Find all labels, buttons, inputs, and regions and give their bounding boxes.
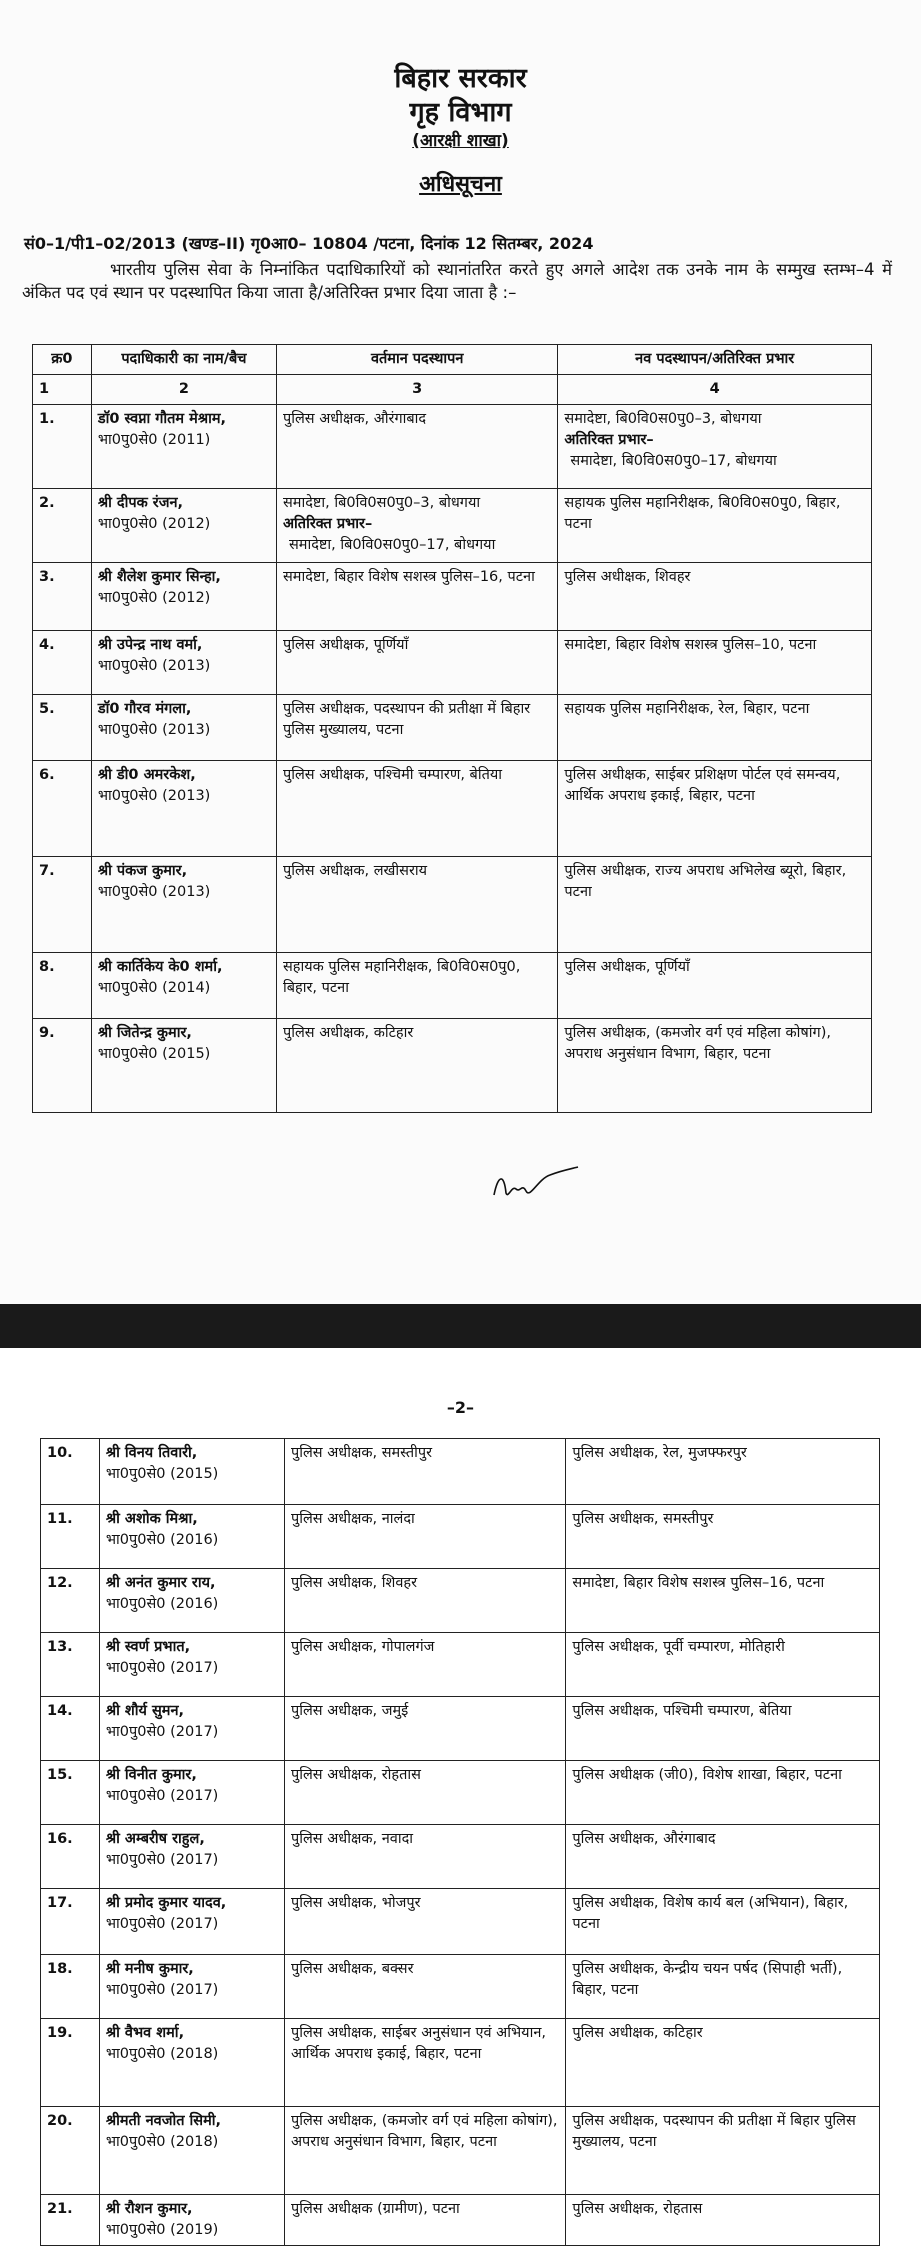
officer-batch: भा0पु0से0 (2017)	[105, 1916, 219, 1932]
current-posting-cell	[284, 1439, 565, 1505]
officer-name: श्री शैलेश कुमार सिन्हा,	[97, 569, 221, 585]
new-posting: पुलिस अधीक्षक, रेल, मुजफ्फरपुर	[572, 1445, 747, 1461]
new-posting-cell	[558, 857, 872, 953]
new-posting-cell	[558, 489, 872, 563]
officer-cell	[99, 1955, 284, 2019]
table-row	[41, 2107, 880, 2195]
current-posting-cell	[276, 695, 557, 761]
officer-name: श्री डी0 अमरकेश,	[97, 767, 196, 783]
additional-charge: समादेष्टा, बि0वि0स0पु0–17, बोधगया	[288, 537, 496, 553]
new-posting: सहायक पुलिस महानिरीक्षक, रेल, बिहार, पटना	[564, 701, 810, 717]
new-posting-cell	[566, 1439, 880, 1505]
govt-name: बिहार सरकार	[394, 63, 527, 94]
current-posting: पुलिस अधीक्षक, बक्सर	[290, 1961, 414, 1977]
header-officer: पदाधिकारी का नाम/बैच	[91, 345, 276, 375]
new-posting: समादेष्टा, बिहार विशेष सशस्त्र पुलिस–10, पटना	[564, 637, 817, 653]
new-posting-cell	[566, 1633, 880, 1697]
officer-cell	[99, 1439, 284, 1505]
officer-cell	[91, 761, 276, 857]
new-posting: पुलिस अधीक्षक (जी0), विशेष शाखा, बिहार, पटना	[572, 1767, 842, 1783]
officer-batch: भा0पु0से0 (2017)	[105, 1724, 219, 1740]
current-posting: पुलिस अधीक्षक, पदस्थापन की प्रतीक्षा में बिहार पुलिस मुख्यालय, पटना	[282, 701, 531, 738]
additional-charge-label: अतिरिक्त प्रभार–	[282, 516, 373, 532]
current-posting: पुलिस अधीक्षक, गोपालगंज	[290, 1639, 435, 1655]
new-posting: सहायक पुलिस महानिरीक्षक, बि0वि0स0पु0, बिहार, पटना	[564, 495, 841, 532]
serial-cell: 5.	[33, 695, 92, 761]
officer-batch: भा0पु0से0 (2016)	[105, 1532, 219, 1548]
table-row	[33, 695, 872, 761]
current-posting-cell	[284, 1955, 565, 2019]
page-separator	[0, 1304, 921, 1348]
new-posting-cell	[566, 1761, 880, 1825]
table-row	[41, 2195, 880, 2246]
new-posting-cell	[566, 2195, 880, 2246]
officer-name: श्री कार्तिकेय के0 शर्मा,	[97, 959, 223, 975]
officer-cell	[99, 1889, 284, 1955]
new-posting-cell	[566, 1569, 880, 1633]
officer-name: श्री अम्बरीष राहुल,	[105, 1831, 205, 1847]
new-posting: पुलिस अधीक्षक, राज्य अपराध अभिलेख ब्यूरो, बिहार, पटना	[564, 863, 847, 900]
serial-cell: 21.	[41, 2195, 100, 2246]
current-posting-cell	[284, 2195, 565, 2246]
table-row	[33, 857, 872, 953]
officer-name: श्री जितेन्द्र कुमार,	[97, 1025, 192, 1041]
table-row	[41, 1569, 880, 1633]
transfer-table-page2	[40, 1438, 880, 2246]
new-posting: पुलिस अधीक्षक, केन्द्रीय चयन पर्षद (सिपाही भर्ती), बिहार, पटना	[572, 1961, 843, 1998]
officer-batch: भा0पु0से0 (2016)	[105, 1596, 219, 1612]
serial-cell: 13.	[41, 1633, 100, 1697]
current-posting-cell	[284, 1505, 565, 1569]
officer-name: श्री स्वर्ण प्रभात,	[105, 1639, 191, 1655]
current-posting-cell	[284, 1761, 565, 1825]
col-number: 3	[276, 375, 557, 405]
officer-cell	[91, 695, 276, 761]
serial-cell: 3.	[33, 563, 92, 631]
officer-batch: भा0पु0से0 (2013)	[97, 884, 211, 900]
officer-batch: भा0पु0से0 (2011)	[97, 432, 211, 448]
new-posting-cell	[566, 1697, 880, 1761]
new-posting-cell	[566, 1955, 880, 2019]
department-name: गृह विभाग	[409, 97, 512, 128]
new-posting: पुलिस अधीक्षक, समस्तीपुर	[572, 1511, 714, 1527]
new-posting-cell	[566, 1505, 880, 1569]
current-posting-cell	[276, 563, 557, 631]
current-posting: पुलिस अधीक्षक, नालंदा	[290, 1511, 415, 1527]
current-posting: पुलिस अधीक्षक (ग्रामीण), पटना	[290, 2201, 460, 2217]
current-posting: पुलिस अधीक्षक, लखीसराय	[282, 863, 428, 879]
additional-charge-label: अतिरिक्त प्रभार–	[564, 432, 654, 448]
current-posting-cell	[284, 1697, 565, 1761]
table-row	[41, 2019, 880, 2107]
officer-name: श्री अशोक मिश्रा,	[105, 1511, 198, 1527]
header-new-posting: नव पदस्थापन/अतिरिक्त प्रभार	[558, 345, 872, 375]
current-posting-cell	[276, 631, 557, 695]
new-posting-cell	[558, 953, 872, 1019]
serial-cell: 7.	[33, 857, 92, 953]
officer-batch: भा0पु0से0 (2015)	[97, 1046, 211, 1062]
new-posting: पुलिस अधीक्षक, औरंगाबाद	[572, 1831, 716, 1847]
officer-name: श्री प्रमोद कुमार यादव,	[105, 1895, 227, 1911]
officer-cell	[91, 563, 276, 631]
table-row	[41, 1889, 880, 1955]
notification-title: अधिसूचना	[419, 172, 502, 197]
new-posting: पुलिस अधीक्षक, साईबर प्रशिक्षण पोर्टल एवं समन्वय, आर्थिक अपराध इकाई, बिहार, पटना	[564, 767, 841, 804]
serial-cell: 4.	[33, 631, 92, 695]
current-posting: पुलिस अधीक्षक, रोहतास	[290, 1767, 421, 1783]
officer-cell	[91, 953, 276, 1019]
serial-cell: 19.	[41, 2019, 100, 2107]
current-posting-cell	[276, 857, 557, 953]
officer-name: श्री पंकज कुमार,	[97, 863, 188, 879]
current-posting-cell	[276, 489, 557, 563]
new-posting-cell	[566, 1889, 880, 1955]
transfer-table-page1	[32, 344, 872, 1113]
officer-batch: भा0पु0से0 (2017)	[105, 1660, 219, 1676]
officer-batch: भा0पु0से0 (2012)	[97, 590, 211, 606]
officer-batch: भा0पु0से0 (2014)	[97, 980, 211, 996]
table-row	[33, 563, 872, 631]
serial-cell: 12.	[41, 1569, 100, 1633]
new-posting: पुलिस अधीक्षक, पश्चिमी चम्पारण, बेतिया	[572, 1703, 792, 1719]
officer-batch: भा0पु0से0 (2012)	[97, 516, 211, 532]
branch-name: (आरक्षी शाखा)	[412, 131, 509, 151]
current-posting: समादेष्टा, बि0वि0स0पु0–3, बोधगया	[282, 495, 481, 511]
table-row	[33, 1019, 872, 1113]
table-header-row	[33, 345, 872, 375]
officer-batch: भा0पु0से0 (2015)	[105, 1466, 219, 1482]
current-posting: पुलिस अधीक्षक, समस्तीपुर	[290, 1445, 433, 1461]
intro-paragraph: भारतीय पुलिस सेवा के निम्नांकित पदाधिकारियों को स्थानांतरित करते हुए अगले आदेश तक उनके नाम के सम्मुख स्तम्भ–4 में अंकित पद एवं स्थान पर पदस्थापित किया जाता है/अतिरिक्त प्रभार दिया जाता है :–	[22, 260, 892, 302]
new-posting: पुलिस अधीक्षक, रोहतास	[572, 2201, 703, 2217]
signature	[490, 1165, 580, 1205]
officer-cell	[91, 489, 276, 563]
serial-cell: 16.	[41, 1825, 100, 1889]
serial-cell: 6.	[33, 761, 92, 857]
serial-cell: 9.	[33, 1019, 92, 1113]
new-posting-cell	[558, 695, 872, 761]
officer-cell	[99, 1697, 284, 1761]
new-posting: समादेष्टा, बिहार विशेष सशस्त्र पुलिस–16, पटना	[572, 1575, 825, 1591]
serial-cell: 15.	[41, 1761, 100, 1825]
current-posting-cell	[284, 1633, 565, 1697]
table-row	[33, 489, 872, 563]
officer-name: श्री मनीष कुमार,	[105, 1961, 194, 1977]
current-posting: समादेष्टा, बिहार विशेष सशस्त्र पुलिस–16, पटना	[282, 569, 535, 585]
officer-name: श्री विनय तिवारी,	[105, 1445, 198, 1461]
table-row	[33, 761, 872, 857]
current-posting-cell	[284, 1889, 565, 1955]
serial-cell: 14.	[41, 1697, 100, 1761]
current-posting: पुलिस अधीक्षक, कटिहार	[282, 1025, 414, 1041]
officer-batch: भा0पु0से0 (2013)	[97, 722, 211, 738]
current-posting-cell	[284, 1825, 565, 1889]
current-posting: पुलिस अधीक्षक, जमुई	[290, 1703, 409, 1719]
serial-cell: 2.	[33, 489, 92, 563]
officer-cell	[99, 1761, 284, 1825]
current-posting: पुलिस अधीक्षक, शिवहर	[290, 1575, 418, 1591]
current-posting: पुलिस अधीक्षक, नवादा	[290, 1831, 414, 1847]
officer-name: डॉ0 गौरव मंगला,	[97, 701, 192, 717]
table-row	[41, 1825, 880, 1889]
table-row	[33, 631, 872, 695]
table-row	[41, 1761, 880, 1825]
current-posting-cell	[284, 1569, 565, 1633]
officer-name: श्रीमती नवजोत सिमी,	[105, 2113, 222, 2129]
table-row	[41, 1505, 880, 1569]
officer-name: श्री दीपक रंजन,	[97, 495, 184, 511]
header-serial: क्र0	[33, 345, 92, 375]
current-posting: पुलिस अधीक्षक, पूर्णियाँ	[282, 637, 409, 653]
new-posting: पुलिस अधीक्षक, शिवहर	[564, 569, 691, 585]
officer-batch: भा0पु0से0 (2019)	[105, 2222, 219, 2238]
current-posting-cell	[284, 2019, 565, 2107]
officer-batch: भा0पु0से0 (2017)	[105, 1788, 219, 1804]
current-posting: पुलिस अधीक्षक, पश्चिमी चम्पारण, बेतिया	[282, 767, 503, 783]
new-posting: पुलिस अधीक्षक, पूर्वी चम्पारण, मोतिहारी	[572, 1639, 785, 1655]
current-posting: पुलिस अधीक्षक, औरंगाबाद	[282, 411, 427, 427]
officer-batch: भा0पु0से0 (2017)	[105, 1982, 219, 1998]
officer-batch: भा0पु0से0 (2013)	[97, 658, 211, 674]
additional-charge: समादेष्टा, बि0वि0स0पु0–17, बोधगया	[570, 453, 777, 469]
col-number: 4	[558, 375, 872, 405]
serial-cell: 18.	[41, 1955, 100, 2019]
new-posting: समादेष्टा, बि0वि0स0पु0–3, बोधगया	[564, 411, 762, 427]
officer-cell	[91, 857, 276, 953]
table-row	[41, 1439, 880, 1505]
officer-name: श्री शौर्य सुमन,	[105, 1703, 185, 1719]
officer-cell	[91, 1019, 276, 1113]
table-row	[41, 1955, 880, 2019]
officer-batch: भा0पु0से0 (2018)	[105, 2046, 219, 2062]
officer-batch: भा0पु0से0 (2018)	[105, 2134, 219, 2150]
serial-cell: 8.	[33, 953, 92, 1019]
new-posting-cell	[558, 1019, 872, 1113]
page-number: –2–	[446, 1398, 475, 1417]
officer-cell	[99, 1569, 284, 1633]
officer-cell	[99, 1825, 284, 1889]
new-posting-cell	[558, 631, 872, 695]
officer-cell	[99, 2107, 284, 2195]
officer-cell	[99, 2019, 284, 2107]
serial-cell: 17.	[41, 1889, 100, 1955]
current-posting-cell	[276, 1019, 557, 1113]
column-number-row	[33, 375, 872, 405]
officer-name: श्री वैभव शर्मा,	[105, 2025, 185, 2041]
table-row	[41, 1697, 880, 1761]
reference-line: सं0–1/पी1–02/2013 (खण्ड–II) गृ0आ0– 10804 /पटना, दिनांक 12 सितम्बर, 2024	[24, 234, 594, 253]
current-posting-cell	[276, 761, 557, 857]
officer-batch: भा0पु0से0 (2013)	[97, 788, 211, 804]
current-posting-cell	[284, 2107, 565, 2195]
table-row	[33, 405, 872, 489]
current-posting: पुलिस अधीक्षक, साईबर अनुसंधान एवं अभियान, आर्थिक अपराध इकाई, बिहार, पटना	[290, 2025, 546, 2062]
serial-cell: 11.	[41, 1505, 100, 1569]
new-posting: पुलिस अधीक्षक, (कमजोर वर्ग एवं महिला कोषांग), अपराध अनुसंधान विभाग, बिहार, पटना	[564, 1025, 831, 1062]
current-posting: सहायक पुलिस महानिरीक्षक, बि0वि0स0पु0, बिहार, पटना	[282, 959, 521, 996]
table-row	[33, 953, 872, 1019]
new-posting-cell	[558, 563, 872, 631]
new-posting-cell	[566, 2019, 880, 2107]
officer-cell	[99, 2195, 284, 2246]
new-posting-cell	[566, 1825, 880, 1889]
serial-cell: 10.	[41, 1439, 100, 1505]
col-number: 2	[91, 375, 276, 405]
new-posting-cell	[566, 2107, 880, 2195]
officer-name: डॉ0 स्वप्ना गौतम मेश्राम,	[97, 411, 227, 427]
new-posting-cell	[558, 405, 872, 489]
header-current-posting: वर्तमान पदस्थापन	[276, 345, 557, 375]
officer-batch: भा0पु0से0 (2017)	[105, 1852, 219, 1868]
officer-cell	[91, 405, 276, 489]
new-posting-cell	[558, 761, 872, 857]
officer-cell	[99, 1633, 284, 1697]
officer-cell	[99, 1505, 284, 1569]
new-posting: पुलिस अधीक्षक, पूर्णियाँ	[564, 959, 690, 975]
officer-cell	[91, 631, 276, 695]
officer-name: श्री उपेन्द्र नाथ वर्मा,	[97, 637, 203, 653]
new-posting: पुलिस अधीक्षक, कटिहार	[572, 2025, 703, 2041]
new-posting: पुलिस अधीक्षक, पदस्थापन की प्रतीक्षा में बिहार पुलिस मुख्यालय, पटना	[572, 2113, 856, 2150]
current-posting: पुलिस अधीक्षक, भोजपुर	[290, 1895, 421, 1911]
current-posting: पुलिस अधीक्षक, (कमजोर वर्ग एवं महिला कोषांग), अपराध अनुसंधान विभाग, बिहार, पटना	[290, 2113, 558, 2150]
col-number: 1	[33, 375, 92, 405]
serial-cell: 1.	[33, 405, 92, 489]
serial-cell: 20.	[41, 2107, 100, 2195]
new-posting: पुलिस अधीक्षक, विशेष कार्य बल (अभियान), बिहार, पटना	[572, 1895, 849, 1932]
current-posting-cell	[276, 405, 557, 489]
officer-name: श्री अनंत कुमार राय,	[105, 1575, 216, 1591]
current-posting-cell	[276, 953, 557, 1019]
officer-name: श्री विनीत कुमार,	[105, 1767, 197, 1783]
officer-name: श्री रौशन कुमार,	[105, 2201, 193, 2217]
table-row	[41, 1633, 880, 1697]
